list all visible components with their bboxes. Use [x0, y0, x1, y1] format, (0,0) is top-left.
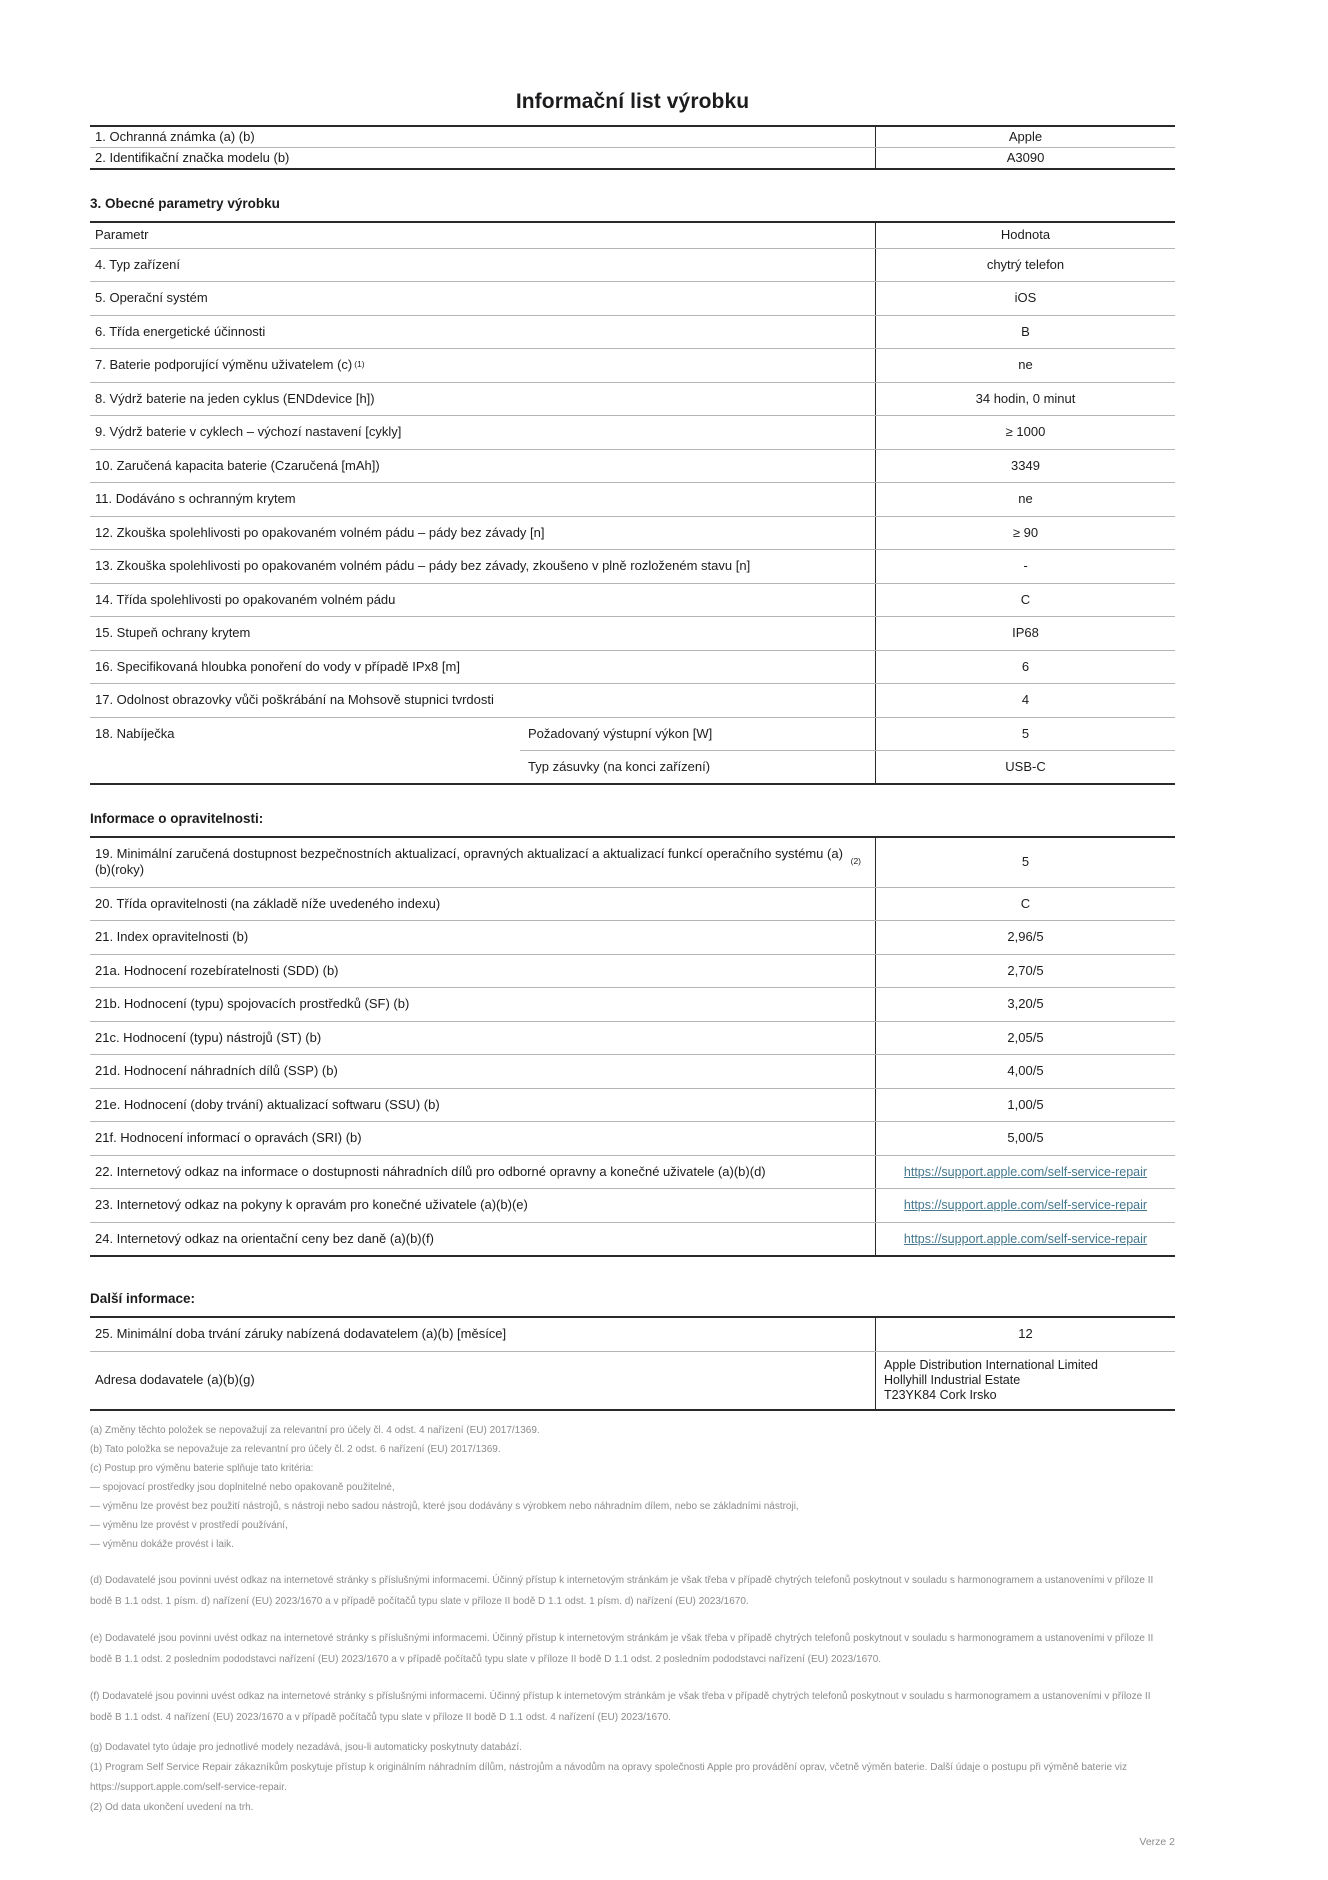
row-label: 21e. Hodnocení (doby trvání) aktualizací softwaru (SSU) (b)	[90, 1089, 876, 1122]
row-value: USB-C	[1005, 759, 1046, 774]
row-value: IP68	[1012, 625, 1039, 641]
table-row	[90, 1121, 1175, 1155]
row-label: 4. Typ zařízení	[90, 249, 876, 282]
table-row	[90, 1222, 1175, 1256]
footnote-line: (e) Dodavatelé jsou povinni uvést odkaz na internetové stránky s příslušnými informacemi. Účinný přístup k internetovým stránkám je však třeba v případě chytrých telefonů poskytnout v souladu s harmonogramem a ustanoveními v příloze II bodě B 1.1 odst. 2 posledním pododstavci nařízení (EU) 2023/1670 a v případě počítačů typu slate v příloze II bodě D 1.1 odst. 2 posledním pododstavci nařízení (EU) 2023/1670.	[90, 1632, 1154, 1665]
row-label: 22. Internetový odkaz na informace o dostupnosti náhradních dílů pro odborné opravny a konečné uživatele (a)(b)(d)	[90, 1156, 876, 1189]
row-value: 5	[1021, 726, 1030, 741]
page-title: Informační list výrobku	[515, 90, 750, 113]
footnote-line: — výměnu lze provést v prostředí používání,	[90, 1519, 288, 1531]
row-value: 6	[1021, 658, 1030, 674]
repairability-table	[90, 836, 1175, 1258]
row-label: 21. Index opravitelnosti (b)	[90, 921, 876, 954]
footnotes	[90, 1421, 1175, 1848]
footnote-line: — výměnu dokáže provést i laik.	[90, 1538, 234, 1550]
row-label: 8. Výdrž baterie na jeden cyklus (ENDdevice [h])	[90, 383, 876, 416]
row-value: Apple	[1008, 129, 1043, 144]
footnote-line: (d) Dodavatelé jsou povinni uvést odkaz na internetové stránky s příslušnými informacemi. Účinný přístup k internetovým stránkám je však třeba v případě chytrých telefonů poskytnout v souladu s harmonogramem a ustanoveními v příloze II bodě B 1.1 odst. 1 písm. d) nařízení (EU) 2023/1670 a v případě počítačů typu slate v příloze II bodě D 1.1 odst. 1 písm. d) nařízení (EU) 2023/1670.	[90, 1574, 1154, 1607]
supplier-address-value	[876, 1352, 1175, 1409]
table-row	[90, 987, 1175, 1021]
row-label: 9. Výdrž baterie v cyklech – výchozí nastavení [cykly]	[90, 416, 876, 449]
table-row	[90, 147, 1175, 168]
additional-information-table	[90, 1316, 1175, 1411]
general-parameters-table	[90, 221, 1175, 785]
footnotes-abc	[90, 1421, 1175, 1554]
row-label: 2. Identifikační značka modelu (b)	[90, 148, 876, 168]
row-value: 1,00/5	[1007, 1096, 1044, 1112]
row-label: 17. Odolnost obrazovky vůči poškrábání na Mohsově stupnici tvrdosti	[90, 684, 876, 717]
footnote-line: (1) Program Self Service Repair zákazníkům poskytuje přístup k originálním náhradním dílům, nástrojům a návodům na opravy společnosti Apple pro provádění oprav, včetně výměn baterie. Další údaje o postupu při výměně baterie viz https://support.apple.com/self-service-repair.	[90, 1761, 1128, 1793]
row-label: 1. Ochranná známka (a) (b)	[90, 127, 876, 147]
row-value: B	[1021, 323, 1030, 339]
identity-table	[90, 125, 1175, 170]
table-row	[90, 650, 1175, 684]
table-row	[90, 954, 1175, 988]
self-service-repair-link[interactable]: https://support.apple.com/self-service-repair	[903, 1198, 1148, 1213]
row-value: ne	[1018, 491, 1033, 507]
supplier-address-row	[90, 1351, 1175, 1409]
version-label: Verze 2	[1139, 1835, 1175, 1848]
table-row	[90, 1021, 1175, 1055]
table-row	[90, 415, 1175, 449]
table-row	[90, 281, 1175, 315]
footnote-line: (2) Od data ukončení uvedení na trh.	[90, 1801, 254, 1813]
row-value: ≥ 1000	[1005, 424, 1046, 440]
table-row	[90, 838, 1175, 887]
row-value: 5	[1021, 854, 1030, 869]
row-value: 12	[1018, 1326, 1033, 1342]
table-row	[90, 516, 1175, 550]
footnote-line: (b) Tato položka se nepovažuje za relevantní pro účely čl. 2 odst. 6 nařízení (EU) 2017/1369.	[90, 1443, 501, 1455]
row-label: Adresa dodavatele (a)(b)(g)	[90, 1352, 876, 1409]
row-label: 21f. Hodnocení informací o opravách (SRI) (b)	[90, 1122, 876, 1155]
row-label: 23. Internetový odkaz na pokyny k opravám pro konečné uživatele (a)(b)(e)	[90, 1189, 876, 1222]
table-row	[90, 1188, 1175, 1222]
product-information-sheet	[90, 0, 1175, 1848]
table-row	[90, 348, 1175, 382]
table-row	[90, 1155, 1175, 1189]
row-value: chytrý telefon	[986, 256, 1065, 272]
address-line: Hollyhill Industrial Estate	[884, 1372, 1021, 1387]
row-label: 15. Stupeň ochrany krytem	[90, 617, 876, 650]
row-label: 18. Nabíječka	[95, 725, 175, 741]
row-value: 2,96/5	[1007, 929, 1044, 945]
row-label: 25. Minimální doba trvání záruky nabízená dodavatelem (a)(b) [měsíce]	[90, 1318, 876, 1351]
address-line: Apple Distribution International Limited	[884, 1357, 1099, 1372]
table-row	[90, 127, 1175, 147]
row-value: A3090	[1006, 150, 1045, 165]
table-row	[90, 683, 1175, 717]
row-value	[876, 1223, 1175, 1256]
row-label: 21c. Hodnocení (typu) nástrojů (ST) (b)	[90, 1022, 876, 1055]
footnote-line: (c) Postup pro výměnu baterie splňuje tato kritéria:	[90, 1462, 314, 1474]
row-value: 3,20/5	[1007, 996, 1044, 1012]
section-heading-repairability: Informace o opravitelnosti:	[90, 810, 264, 826]
row-value: 4	[1021, 692, 1030, 708]
table-row	[90, 1054, 1175, 1088]
row-label: 20. Třída opravitelnosti (na základě níže uvedeného indexu)	[90, 888, 876, 921]
row-label: 14. Třída spolehlivosti po opakovaném volném pádu	[90, 584, 876, 617]
table-row	[520, 750, 1175, 783]
row-label: 6. Třída energetické účinnosti	[90, 316, 876, 349]
row-value: 3349	[1011, 457, 1040, 473]
row-label: 11. Dodáváno s ochranným krytem	[90, 483, 876, 516]
footnotes-g12	[90, 1738, 1175, 1818]
footnote-line: (f) Dodavatelé jsou povinni uvést odkaz na internetové stránky s příslušnými informacemi. Účinný přístup k internetovým stránkám je však třeba v případě chytrých telefonů poskytnout v souladu s harmonogramem a ustanoveními v příloze II bodě B 1.1 odst. 4 nařízení (EU) 2023/1670 a v případě počítačů typu slate v příloze II bodě D 1.1 odst. 4 nařízení (EU) 2023/1670.	[90, 1690, 1151, 1723]
row-label: 16. Specifikovaná hloubka ponoření do vody v případě IPx8 [m]	[90, 651, 876, 684]
table-row	[90, 583, 1175, 617]
table-row	[90, 920, 1175, 954]
table-row	[90, 887, 1175, 921]
column-header-value: Hodnota	[1000, 227, 1051, 243]
row-value: 34 hodin, 0 minut	[975, 390, 1076, 406]
table-row	[520, 718, 1175, 750]
row-value: 5,00/5	[1007, 1130, 1044, 1146]
self-service-repair-link[interactable]: https://support.apple.com/self-service-repair	[903, 1164, 1148, 1179]
charger-subtable	[520, 718, 1175, 783]
row-value: 2,70/5	[1007, 962, 1044, 978]
row-label: 13. Zkouška spolehlivosti po opakovaném volném pádu – pády bez závady, zkoušeno v plně rozloženém stavu [n]	[90, 550, 876, 583]
row-value: C	[1020, 591, 1031, 607]
row-label: 12. Zkouška spolehlivosti po opakovaném volném pádu – pády bez závady [n]	[90, 517, 876, 550]
charger-row	[90, 717, 1175, 783]
table-row	[90, 616, 1175, 650]
footnote-line: — spojovací prostředky jsou doplnitelné nebo opakovaně použitelné,	[90, 1481, 395, 1493]
table-header-row	[90, 223, 1175, 248]
row-value: -	[1023, 558, 1028, 574]
table-row	[90, 449, 1175, 483]
table-row	[90, 482, 1175, 516]
table-row	[90, 549, 1175, 583]
table-row	[90, 1318, 1175, 1351]
footnote-line: (a) Změny těchto položek se nepovažují za relevantní pro účely čl. 4 odst. 4 nařízení (EU) 2017/1369.	[90, 1424, 540, 1436]
row-label: 19. Minimální zaručená dostupnost bezpečnostních aktualizací, opravných aktualizací a aktualizací funkcí operačního systému (a)(b)(roky) $^{(2)}$	[90, 838, 876, 887]
section-heading-additional: Další informace:	[90, 1291, 196, 1306]
row-value: C	[1020, 895, 1031, 911]
row-value: 2,05/5	[1007, 1029, 1044, 1045]
row-sublabel: Typ zásuvky (na konci zařízení)	[520, 751, 876, 783]
row-value: ne	[1018, 357, 1033, 373]
row-label: 21a. Hodnocení rozebíratelnosti (SDD) (b)	[90, 955, 876, 988]
footnote-line: — výměnu lze provést bez použití nástrojů, s nástroji nebo sadou nástrojů, které jsou dodávány s výrobkem nebo náhradním dílem, nebo se základními nástroji,	[90, 1500, 799, 1512]
table-row	[90, 315, 1175, 349]
row-value	[876, 1189, 1175, 1222]
row-value: ≥ 90	[1012, 524, 1039, 540]
row-label: 21d. Hodnocení náhradních dílů (SSP) (b)	[90, 1055, 876, 1088]
row-value: iOS	[1014, 290, 1037, 306]
table-row	[90, 248, 1175, 282]
row-label: 21b. Hodnocení (typu) spojovacích prostředků (SF) (b)	[90, 988, 876, 1021]
footnote-line: (g) Dodavatel tyto údaje pro jednotlivé modely nezadává, jsou-li automaticky poskytnuty databází.	[90, 1741, 522, 1753]
row-label: 5. Operační systém	[90, 282, 876, 315]
row-value: 4,00/5	[1007, 1063, 1044, 1079]
self-service-repair-link[interactable]: https://support.apple.com/self-service-repair	[903, 1231, 1148, 1246]
table-row	[90, 382, 1175, 416]
column-header-parameter: Parametr	[90, 223, 876, 248]
row-label: 24. Internetový odkaz na orientační ceny bez daně (a)(b)(f)	[90, 1223, 876, 1256]
row-label: 10. Zaručená kapacita baterie (Czaručená [mAh])	[90, 450, 876, 483]
row-sublabel: Požadovaný výstupní výkon [W]	[520, 718, 876, 750]
row-label: 7. Baterie podporující výměnu uživatelem (c) $^{(1)}$	[90, 349, 876, 382]
table-row	[90, 1088, 1175, 1122]
address-line: T23YK84 Cork Irsko	[884, 1387, 997, 1402]
row-value	[876, 1156, 1175, 1189]
footnotes-def	[90, 1570, 1175, 1728]
section-heading-general-parameters: 3. Obecné parametry výrobku	[90, 196, 280, 211]
